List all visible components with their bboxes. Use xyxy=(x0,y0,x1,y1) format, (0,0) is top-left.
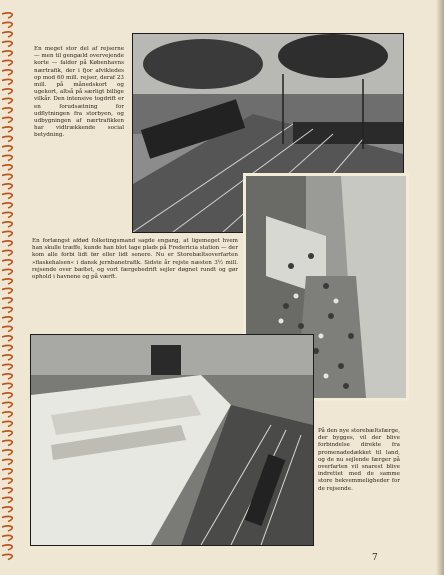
photo-train-ferry xyxy=(30,334,314,546)
spiral-coil xyxy=(2,41,12,46)
spiral-coil xyxy=(2,526,12,531)
page-edge-shadow xyxy=(436,0,444,575)
spiral-coil xyxy=(2,554,12,559)
spiral-coil xyxy=(2,136,12,141)
spiral-coil xyxy=(2,459,12,464)
spiral-coil xyxy=(2,298,12,303)
spiral-coil xyxy=(2,79,12,84)
spiral-coil xyxy=(2,108,12,113)
spiral-coil xyxy=(2,193,12,198)
spiral-coil xyxy=(2,98,12,103)
spiral-coil xyxy=(2,288,12,293)
spiral-coil xyxy=(2,127,12,132)
spiral-coil xyxy=(2,516,12,521)
spiral-coil xyxy=(2,497,12,502)
page-number: 7 xyxy=(372,553,378,563)
spiral-coil xyxy=(2,184,12,189)
spiral-coil xyxy=(2,431,12,436)
spiral-coil xyxy=(2,412,12,417)
paragraph-new-ferry: På den nye storebæltsfærge, der bygges, vil der blive forbindelse direkte fra promenadedækket til land, og de nu sejlende færger på overfarten vil snarest blive indrettet med de samme store bekvemmeligheder for de rejsende. xyxy=(318,428,400,492)
spiral-coil xyxy=(2,393,12,398)
spiral-coil xyxy=(2,222,12,227)
spiral-coil xyxy=(2,146,12,151)
spiral-coil xyxy=(2,155,12,160)
spiral-coil xyxy=(2,22,12,27)
spiral-coil xyxy=(2,174,12,179)
spiral-coil xyxy=(2,260,12,265)
spiral-coil xyxy=(2,241,12,246)
spiral-coil xyxy=(2,60,12,65)
spiral-coil xyxy=(2,307,12,312)
spiral-coil xyxy=(2,355,12,360)
spiral-coil xyxy=(2,364,12,369)
spiral-coil xyxy=(2,269,12,274)
spiral-coil xyxy=(2,478,12,483)
spiral-coil xyxy=(2,336,12,341)
spiral-coil xyxy=(2,231,12,236)
spiral-coil xyxy=(2,89,12,94)
spiral-coil xyxy=(2,326,12,331)
spiral-coil xyxy=(2,32,12,37)
spiral-coil xyxy=(2,374,12,379)
spiral-coil xyxy=(2,279,12,284)
spiral-coil xyxy=(2,469,12,474)
spiral-coil xyxy=(2,165,12,170)
spiral-coil xyxy=(2,545,12,550)
spiral-coil xyxy=(2,317,12,322)
paragraph-storebaelt-crossing: En forlængst afdød folketingsmand sagde engang, at ligemeget hvem han skulle træffe, kunde han blot tage plads på Fredericia station — der kom alle forbi lidt før eller lidt senere. Nu er Storebæltsoverfarten »flaskehalsen« i dansk jernbanetrafik. Sidste år rejste næsten 3½ mill. rejsende over bæltet, og vort færgebedrift sejler døgnet rundt og gør ophold i havnene og på værft. xyxy=(32,238,238,281)
spiral-coil xyxy=(2,117,12,122)
spiral-coil xyxy=(2,383,12,388)
spiral-coil xyxy=(2,421,12,426)
spiral-coil xyxy=(2,402,12,407)
spiral-coil xyxy=(2,13,12,18)
spiral-coil xyxy=(2,70,12,75)
spiral-coil xyxy=(2,250,12,255)
paragraph-commuter-traffic: En meget stor del af rejserne — men til gengæld overvejende korte — falder på Københavns nærtrafik, der i fjor afvikledes op mod 60 mill. rejser, deraf 23 mill. på månedskort og ugekort, altså på særligt billige vilkår. Den intensive togdrift er en forudsætning for udflytningen fra storbyen, og udbygningen af nærtrafikken har vidtrækkende social betydning. xyxy=(34,46,124,139)
spiral-coil xyxy=(2,203,12,208)
spiral-coil xyxy=(2,488,12,493)
spiral-coil xyxy=(2,507,12,512)
spiral-coil xyxy=(2,345,12,350)
spiral-coil xyxy=(2,450,12,455)
spiral-coil xyxy=(2,440,12,445)
spiral-coil xyxy=(2,212,12,217)
spiral-binding xyxy=(0,8,18,568)
spiral-coil xyxy=(2,535,12,540)
spiral-coil xyxy=(2,51,12,56)
